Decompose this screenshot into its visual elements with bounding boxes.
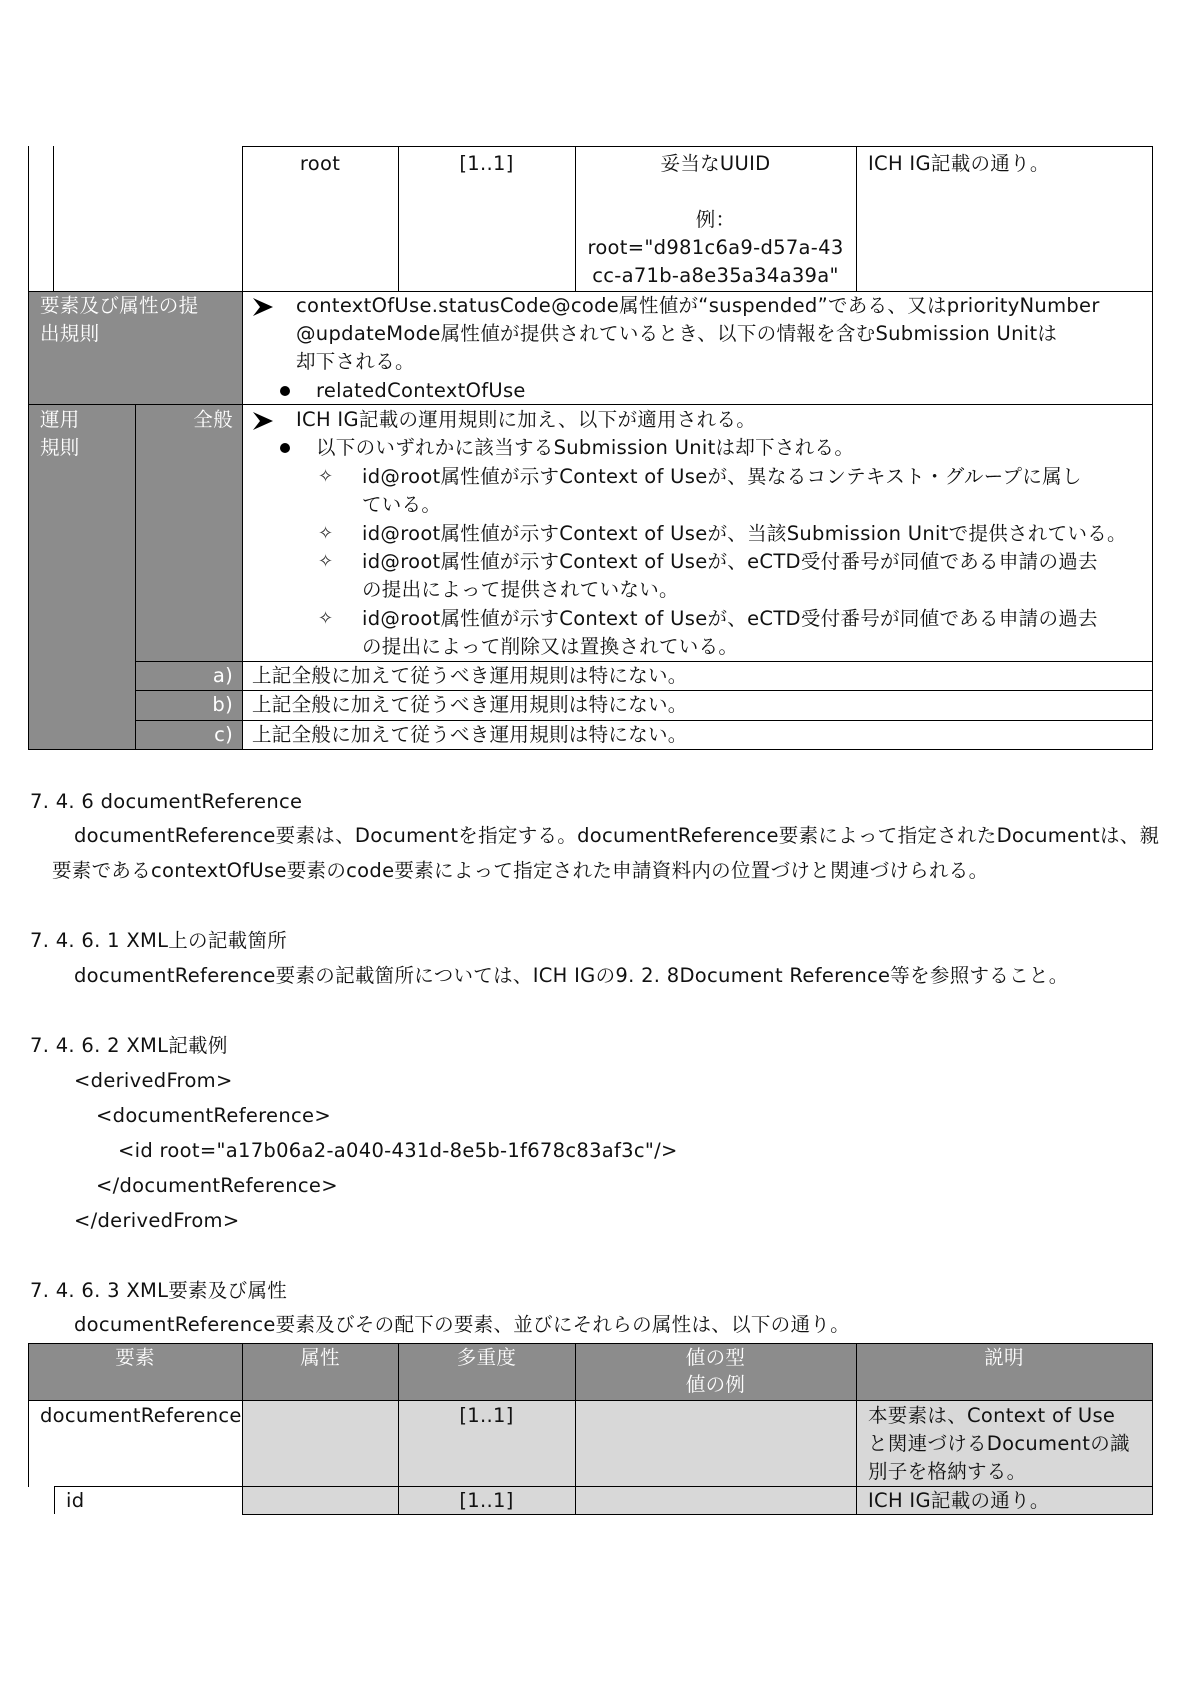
root-value-line-1: 妥当なUUID bbox=[660, 152, 771, 175]
root-value-line-3: 例： bbox=[695, 208, 736, 231]
code-line-5: </derivedFrom> bbox=[74, 1209, 240, 1232]
root-description: ICH IG記載の通り。 bbox=[868, 152, 1050, 175]
sub-item-4-line-1: id@root属性値が示すContext of Useが、eCTD受付番号が同値である申請の過去 bbox=[362, 607, 1098, 630]
sub-item-1-line-1: id@root属性値が示すContext of Useが、異なるコンテキスト・グループに属し bbox=[362, 465, 1082, 488]
code-line-1: <derivedFrom> bbox=[74, 1069, 233, 1092]
section-7461-heading: 7. 4. 6. 1 XML上の記載箇所 bbox=[30, 929, 288, 952]
case-c-text: 上記全般に加えて従うべき運用規則は特にない。 bbox=[252, 723, 688, 746]
submission-rule-text-1: contextOfUse.statusCode@code属性値が“suspended”である、又はpriorityNumber bbox=[296, 294, 1100, 317]
submission-rule-bullet: relatedContextOfUse bbox=[316, 379, 526, 402]
sub-item-3-line-2: の提出によって提供されていない。 bbox=[362, 578, 679, 601]
case-a-text: 上記全般に加えて従うべき運用規則は特にない。 bbox=[252, 664, 688, 687]
submission-rule-text-2: @updateMode属性値が提供されているとき、以下の情報を含むSubmission Unitは bbox=[296, 322, 1058, 345]
section-7463-heading: 7. 4. 6. 3 XML要素及び属性 bbox=[30, 1279, 288, 1302]
operation-rule-label-2: 規則 bbox=[40, 436, 80, 459]
row2-desc: ICH IG記載の通り。 bbox=[868, 1489, 1050, 1512]
diamond-bullet-icon: ✧ bbox=[318, 523, 334, 544]
row2-element: id bbox=[66, 1489, 85, 1512]
submission-rule-label-1: 要素及び属性の提 bbox=[40, 294, 199, 317]
row1-multiplicity: [1..1] bbox=[459, 1404, 514, 1427]
bullet-dot-icon bbox=[280, 443, 290, 453]
header-description: 説明 bbox=[984, 1346, 1024, 1369]
row2-multiplicity: [1..1] bbox=[459, 1489, 514, 1512]
section-746-heading: 7. 4. 6 documentReference bbox=[30, 790, 303, 813]
diamond-bullet-icon: ✧ bbox=[318, 466, 334, 487]
section-7462-heading: 7. 4. 6. 2 XML記載例 bbox=[30, 1034, 228, 1057]
code-line-2: <documentReference> bbox=[96, 1104, 331, 1127]
arrow-bullet-icon bbox=[252, 297, 274, 317]
header-multiplicity: 多重度 bbox=[456, 1346, 517, 1369]
root-value-line-5: cc-a71b-a8e35a34a39a" bbox=[592, 264, 839, 287]
sub-item-3-line-1: id@root属性値が示すContext of Useが、eCTD受付番号が同値である申請の過去 bbox=[362, 550, 1098, 573]
header-element: 要素 bbox=[115, 1346, 155, 1369]
root-value-line-4: root="d981c6a9-d57a-43 bbox=[587, 236, 844, 259]
code-line-4: </documentReference> bbox=[96, 1174, 338, 1197]
sub-item-1-line-2: ている。 bbox=[362, 493, 442, 516]
case-c-label: c) bbox=[214, 723, 233, 746]
submission-rule-text-3: 却下される。 bbox=[296, 350, 415, 373]
row1-desc-1: 本要素は、Context of Use bbox=[868, 1404, 1116, 1427]
root-multiplicity: [1..1] bbox=[459, 152, 514, 175]
header-value-example: 値の例 bbox=[685, 1373, 746, 1396]
row1-desc-2: と関連づけるDocumentの識 bbox=[868, 1432, 1130, 1455]
header-attribute: 属性 bbox=[300, 1346, 340, 1369]
operation-rule-general-label: 全般 bbox=[193, 408, 233, 431]
diamond-bullet-icon: ✧ bbox=[318, 608, 334, 629]
code-line-3: <id root="a17b06a2-a040-431d-8e5b-1f678c83af3c"/> bbox=[118, 1139, 678, 1162]
section-746-para-2: 要素であるcontextOfUse要素のcode要素によって指定された申請資料内の位置づけと関連づけられる。 bbox=[52, 859, 989, 882]
arrow-bullet-icon bbox=[252, 411, 274, 431]
case-b-label: b) bbox=[212, 693, 233, 716]
case-a-label: a) bbox=[212, 664, 233, 687]
header-value-type: 値の型 bbox=[685, 1346, 746, 1369]
section-7461-para: documentReference要素の記載箇所については、ICH IGの9. 2. 8Document Reference等を参照すること。 bbox=[74, 964, 1069, 987]
bullet-dot-icon bbox=[280, 386, 290, 396]
operation-rule-bullet: 以下のいずれかに該当するSubmission Unitは却下される。 bbox=[316, 436, 855, 459]
diamond-bullet-icon: ✧ bbox=[318, 551, 334, 572]
row1-desc-3: 別子を格納する。 bbox=[868, 1460, 1027, 1483]
sub-item-4-line-2: の提出によって削除又は置換されている。 bbox=[362, 635, 739, 658]
operation-rule-label-1: 運用 bbox=[40, 408, 80, 431]
sub-item-2-line-1: id@root属性値が示すContext of Useが、当該Submission Unitで提供されている。 bbox=[362, 522, 1127, 545]
row1-element: documentReference bbox=[40, 1404, 242, 1427]
root-element-name: root bbox=[299, 152, 341, 175]
section-746-para-1: documentReference要素は、Documentを指定する。documentReference要素によって指定されたDocumentは、親 bbox=[74, 824, 1160, 847]
operation-rule-intro: ICH IG記載の運用規則に加え、以下が適用される。 bbox=[296, 408, 757, 431]
section-7463-para: documentReference要素及びその配下の要素、並びにそれらの属性は、以下の通り。 bbox=[74, 1313, 850, 1336]
case-b-text: 上記全般に加えて従うべき運用規則は特にない。 bbox=[252, 693, 688, 716]
submission-rule-label-2: 出規則 bbox=[40, 322, 100, 345]
